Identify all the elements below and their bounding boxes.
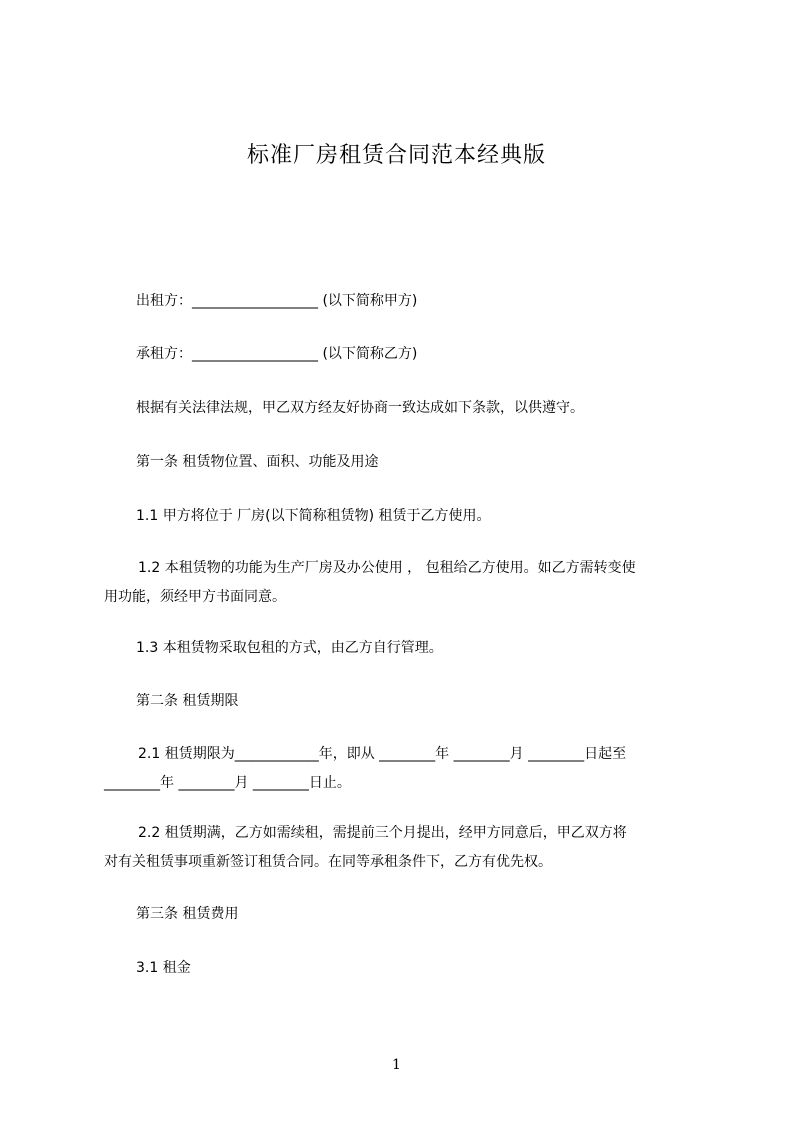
- article-1-heading: 第一条 租赁物位置、面积、功能及用途: [136, 454, 379, 470]
- lessor-line: 出租方：__________________ (以下简称甲方): [136, 293, 418, 309]
- clause-2-1-line-2: ________年 ________月 ________日止。: [104, 775, 351, 791]
- article-2-heading: 第二条 租赁期限: [136, 693, 239, 709]
- preamble: 根据有关法律法规，甲乙双方经友好协商一致达成如下条款，以供遵守。: [136, 400, 584, 416]
- clause-2-1: [104, 745, 704, 792]
- clause-1-1: 1.1 甲方将位于 厂房(以下简称租赁物) 租赁于乙方使用。: [136, 508, 491, 524]
- document-title: 标准厂房租赁合同范本经典版: [246, 143, 546, 168]
- clause-3-1: 3.1 租金: [136, 960, 191, 976]
- clause-1-2-line-2: 用功能，须经甲方书面同意。: [104, 589, 286, 605]
- clause-1-3: 1.3 本租赁物采取包租的方式，由乙方自行管理。: [136, 640, 443, 656]
- clause-2-1-line-1: 2.1 租赁期限为____________年，即从 ________年 ________月 ________日起至: [138, 746, 627, 762]
- clause-1-2: [104, 559, 704, 606]
- clause-1-2-line-1: 1.2 本租赁物的功能为生产厂房及办公使用 ， 包租给乙方使用。如乙方需转变使: [138, 560, 636, 576]
- page-number: 1: [392, 1057, 401, 1073]
- lessee-line: 承租方：__________________ (以下简称乙方): [136, 346, 418, 362]
- article-3-heading: 第三条 租赁费用: [136, 906, 239, 922]
- clause-2-2: [104, 824, 704, 871]
- clause-2-2-line-1: 2.2 租赁期满，乙方如需续租，需提前三个月提出，经甲方同意后，甲乙双方将: [138, 825, 627, 841]
- clause-2-2-line-2: 对有关租赁事项重新签订租赁合同。在同等承租条件下，乙方有优先权。: [104, 854, 552, 870]
